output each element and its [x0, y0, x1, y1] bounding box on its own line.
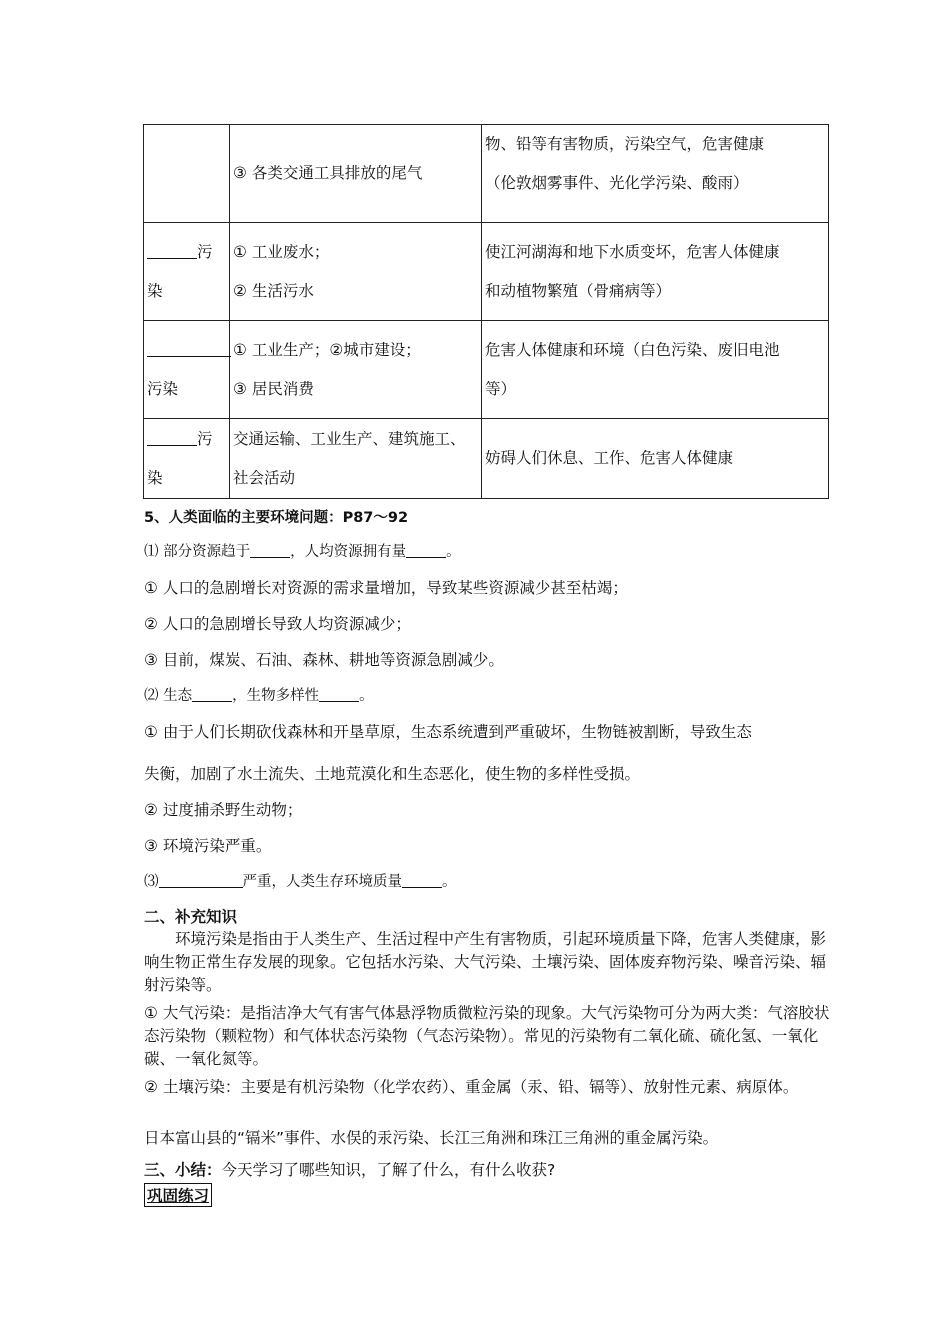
supplement-title: 二、补充知识 — [144, 908, 238, 926]
text: 。 — [359, 688, 374, 704]
table-cell — [230, 321, 482, 419]
table-cell — [230, 419, 482, 499]
fill-blank[interactable] — [192, 687, 232, 703]
cell-line: 等） — [485, 379, 517, 398]
table-row — [144, 223, 829, 321]
cell-line: 交通运输、工业生产、建筑施工、 — [233, 429, 466, 448]
supplement-paragraph: 环境污染是指由于人类生产、生活过程中产生有害物质，引起环境质量下降，危害人类健康，影响生物正常生存发展的现象。它包括水污染、大气污染、土壤污染、固体废弃物污染、噪音污染、辐射污染等。 — [144, 930, 827, 994]
cell-text: 污染 — [147, 242, 213, 300]
table-row — [144, 125, 829, 223]
list-item-continued: 失衡，加剧了水土流失、土地荒漠化和生态恶化，使生物的多样性受损。 — [144, 765, 641, 783]
cell-line: ① 工业废水； — [233, 242, 330, 261]
summary-text: 今天学习了哪些知识，了解了什么，有什么收获? — [221, 1161, 556, 1179]
cell-line: ② 生活污水 — [233, 281, 314, 300]
table-row — [144, 419, 829, 499]
cell-line: 和动植物繁殖（骨痛病等） — [485, 281, 672, 300]
table-cell — [482, 223, 829, 321]
table-cell — [230, 125, 482, 223]
cell-line: （伦敦烟雾事件、光化学污染、酸雨） — [485, 174, 749, 192]
table-cell — [230, 223, 482, 321]
text: 。 — [446, 544, 461, 560]
cell-line: 使江河湖海和地下水质变坏，危害人体健康 — [485, 242, 780, 261]
cell-line: ③ 居民消费 — [233, 379, 314, 398]
list-item: ① 人口的急剧增长对资源的需求量增加，导致某些资源减少甚至枯竭； — [144, 579, 628, 597]
table-cell — [144, 223, 230, 321]
cell-text: 污染 — [147, 429, 213, 487]
fill-blank[interactable] — [319, 687, 359, 703]
fill-blank[interactable] — [250, 543, 290, 559]
table-cell — [482, 419, 829, 499]
text: 。 — [442, 874, 457, 890]
question-3 — [144, 870, 457, 891]
pollution-table — [143, 124, 829, 499]
text: ⑵ 生态 — [144, 688, 193, 704]
table-cell — [482, 125, 829, 223]
supplement-paragraph: ② 土壤污染：主要是有机污染物（化学农药）、重金属（汞、铅、镉等）、放射性元素、病原体。 — [144, 1078, 799, 1096]
table-cell — [144, 419, 230, 499]
text: ，人均资源拥有量 — [290, 544, 407, 560]
list-item: ③ 环境污染严重。 — [144, 837, 272, 855]
table-cell — [482, 321, 829, 419]
text: ⑶ — [144, 874, 159, 890]
cell-line: 物、铅等有害物质，污染空气，危害健康 — [485, 135, 765, 153]
cell-line: ③ 各类交通工具排放的尾气 — [233, 164, 423, 182]
list-item: ② 过度捕杀野生动物； — [144, 801, 303, 819]
fill-blank[interactable] — [147, 340, 231, 357]
question-1 — [144, 540, 461, 561]
table-cell — [144, 125, 230, 223]
summary-title: 三、小结： — [144, 1161, 222, 1179]
question-2 — [144, 684, 374, 705]
fill-blank[interactable] — [402, 873, 442, 889]
table-row — [144, 321, 829, 419]
list-item: ③ 目前，煤炭、石油、森林、耕地等资源急剧减少。 — [144, 651, 504, 669]
list-item: ① 由于人们长期砍伐森林和开垦草原，生态系统遭到严重破坏，生物链被割断，导致生态 — [144, 723, 752, 741]
supplement-paragraph: ① 大气污染：是指洁净大气有害气体悬浮物质微粒污染的现象。大气污染物可分为两大类：气溶胶状态污染物（颗粒物）和气体状态污染物（气态污染物）。常见的污染物有二氧化硫、硫化氢、一氧化碳、一氧化氮等。 — [144, 1004, 830, 1068]
table-cell — [144, 321, 230, 419]
supplement-paragraph: 日本富山县的“镉米”事件、水俣的汞污染、长江三角洲和珠江三角洲的重金属污染。 — [144, 1129, 719, 1147]
fill-blank[interactable] — [159, 873, 243, 889]
practice-title: 巩固练习 — [144, 1183, 212, 1207]
practice-heading — [144, 1183, 212, 1207]
list-item: ② 人口的急剧增长导致人均资源减少； — [144, 615, 411, 633]
text: 严重，人类生存环境质量 — [242, 874, 402, 890]
cell-line: ① 工业生产；②城市建设； — [233, 340, 421, 359]
cell-line: 社会活动 — [233, 468, 296, 487]
text: ，生物多样性 — [232, 688, 320, 704]
fill-blank[interactable] — [147, 242, 197, 259]
fill-blank[interactable] — [147, 429, 197, 446]
cell-line: 妨碍人们休息、工作、危害人体健康 — [485, 449, 734, 467]
section-5-title: 5、人类面临的主要环境问题：P87～92 — [144, 510, 409, 526]
text: ⑴ 部分资源趋于 — [144, 544, 251, 560]
cell-text: 污染 — [147, 379, 179, 398]
summary — [144, 1158, 555, 1180]
cell-line: 危害人体健康和环境（白色污染、废旧电池 — [485, 340, 780, 359]
fill-blank[interactable] — [406, 543, 446, 559]
